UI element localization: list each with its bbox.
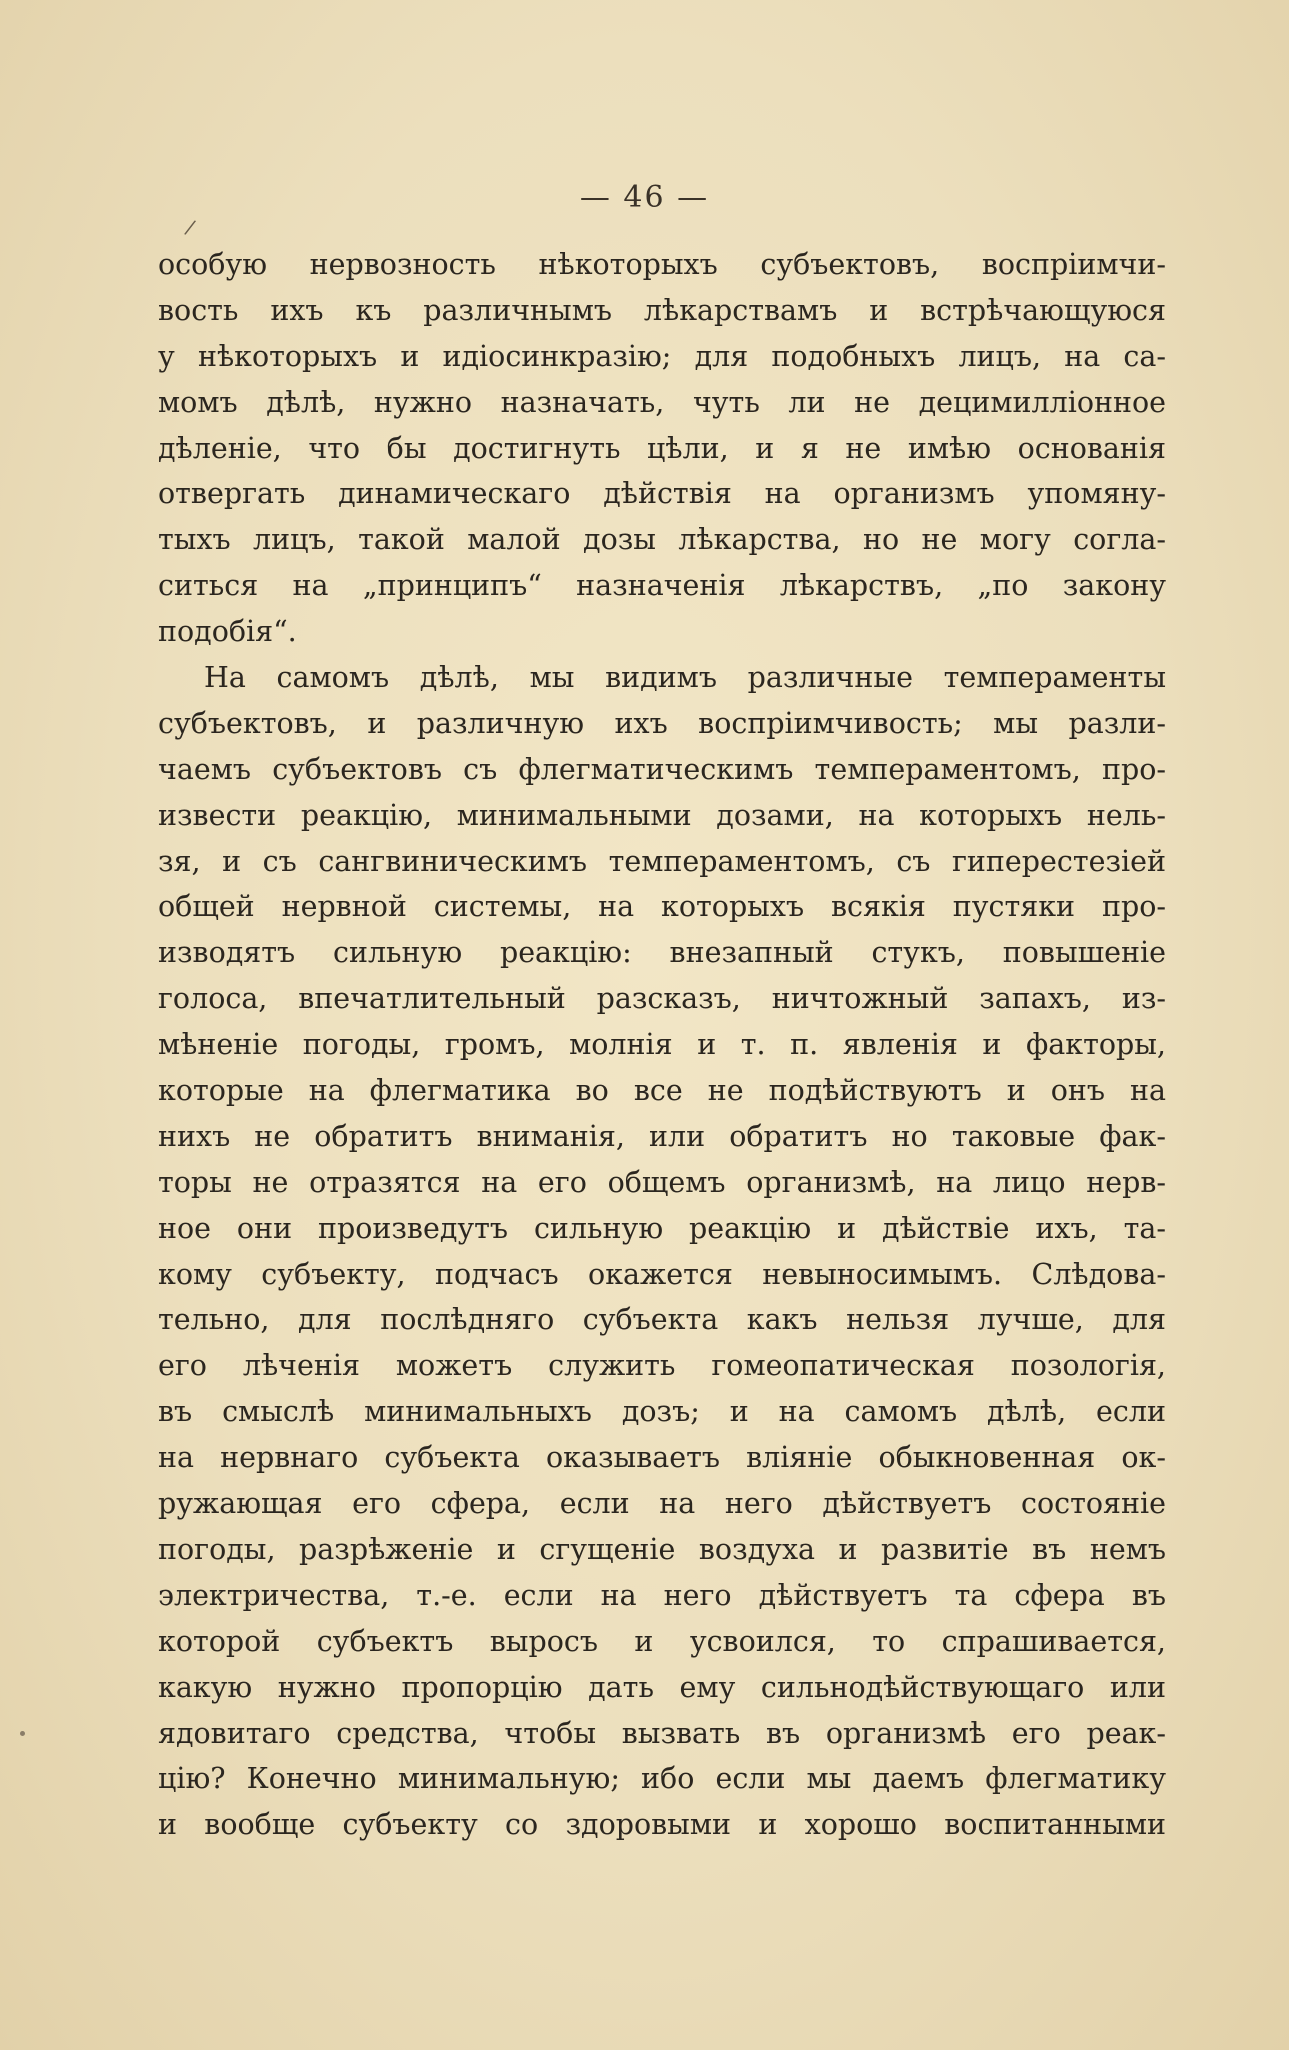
text-line: момъ дѣлѣ, нужно назначать, чуть ли не децимилліонное xyxy=(158,385,1166,419)
text-line: которой субъектъ выросъ и усвоился, то спрашивается, xyxy=(158,1624,1166,1658)
page-number: — 46 — xyxy=(579,180,710,215)
text-line: подобія“. xyxy=(158,615,297,649)
text-line: и вообще субъекту со здоровыми и хорошо воспитанными xyxy=(158,1808,1166,1842)
text-line: ядовитаго средства, чтобы вызвать въ организмѣ его реак- xyxy=(158,1716,1166,1750)
text-line: нихъ не обратитъ вниманія, или обратитъ но таковые фак- xyxy=(158,1119,1166,1153)
text-line: изводятъ сильную реакцію: внезапный стукъ, повышеніе xyxy=(158,936,1166,970)
text-line: мѣненіе погоды, громъ, молнія и т. п. явленія и факторы, xyxy=(158,1028,1166,1062)
text-line: кому субъекту, подчасъ окажется невыносимымъ. Слѣдова- xyxy=(158,1257,1166,1291)
text-line: чаемъ субъектовъ съ флегматическимъ темпераментомъ, про- xyxy=(158,752,1166,786)
text-line: цію? Конечно минимальную; ибо если мы даемъ флегматику xyxy=(158,1762,1166,1796)
text-line: ружающая его сфера, если на него дѣйствуетъ состояніе xyxy=(158,1487,1166,1521)
text-line: голоса, впечатлительный разсказъ, ничтожный запахъ, из- xyxy=(158,982,1166,1016)
text-line: ситься на „принципъ“ назначенія лѣкарствъ, „по закону xyxy=(158,569,1166,603)
text-line: на нервнаго субъекта оказываетъ вліяніе обыкновенная ок- xyxy=(158,1441,1166,1475)
text-line: общей нервной системы, на которыхъ всякія пустяки про- xyxy=(158,890,1166,924)
text-line: дѣленіе, что бы достигнуть цѣли, и я не имѣю основанія xyxy=(158,431,1166,465)
text-line: ное они произведутъ сильную реакцію и дѣйствіе ихъ, та- xyxy=(158,1211,1166,1245)
text-line: зя, и съ сангвиническимъ темпераментомъ, съ гиперестезіей xyxy=(158,844,1166,878)
margin-mark: / xyxy=(183,214,198,240)
text-line: тыхъ лицъ, такой малой дозы лѣкарства, но не могу согла- xyxy=(158,523,1166,557)
text-line: у нѣкоторыхъ и идіосинкразію; для подобныхъ лицъ, на са- xyxy=(158,339,1166,373)
text-line: которые на флегматика во все не подѣйствуютъ и онъ на xyxy=(158,1074,1166,1108)
text-line: особую нервозность нѣкоторыхъ субъектовъ, воспріимчи- xyxy=(158,248,1166,281)
text-line: его лѣченія можетъ служить гомеопатическая позологія, xyxy=(158,1349,1166,1383)
text-line: электричества, т.-е. если на него дѣйствуетъ та сфера въ xyxy=(158,1578,1166,1612)
text-line: отвергать динамическаго дѣйствія на организмъ упомяну- xyxy=(158,477,1166,511)
text-line: субъектовъ, и различную ихъ воспріимчивость; мы разли- xyxy=(158,706,1166,740)
text-line: На самомъ дѣлѣ, мы видимъ различные темпераменты xyxy=(204,661,1166,695)
text-line: извести реакцію, минимальными дозами, на которыхъ нель- xyxy=(158,798,1166,832)
text-line: торы не отразятся на его общемъ организмѣ, на лицо нерв- xyxy=(158,1165,1166,1199)
margin-dot xyxy=(20,1731,25,1736)
text-line: вость ихъ къ различнымъ лѣкарствамъ и встрѣчающуюся xyxy=(158,293,1166,327)
text-line: какую нужно пропорцію дать ему сильнодѣйствующаго или xyxy=(158,1670,1166,1704)
body-text xyxy=(158,242,1166,1848)
text-line: тельно, для послѣдняго субъекта какъ нельзя лучше, для xyxy=(158,1303,1166,1337)
text-line: въ смыслѣ минимальныхъ дозъ; и на самомъ дѣлѣ, если xyxy=(158,1395,1166,1429)
text-line: погоды, разрѣженіе и сгущеніе воздуха и развитіе въ немъ xyxy=(158,1532,1166,1566)
